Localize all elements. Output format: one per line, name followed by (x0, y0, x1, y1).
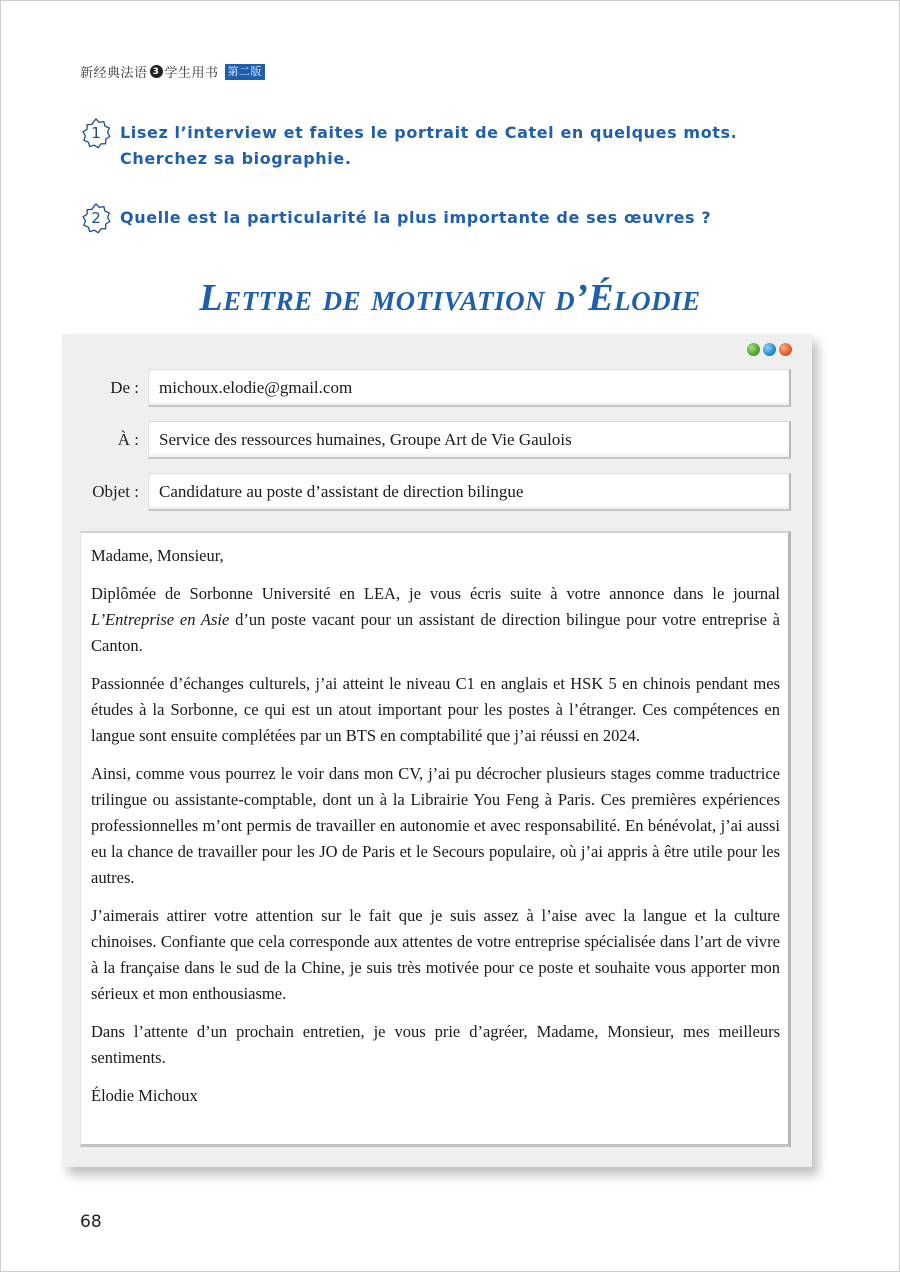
to-field: Service des ressources humaines, Groupe Art de Vie Gaulois (148, 421, 791, 459)
paragraph-1: Diplômée de Sorbonne Université en LEA, je vous écris suite à votre annonce dans le journal L’Entreprise en Asie d’un poste vacant pour un assistant de direction bilingue pour votre entreprise à Canton. (91, 584, 780, 655)
from-row (62, 369, 812, 407)
page-title: Lettre de motivation d’Élodie (199, 277, 701, 319)
greeting: Madame, Monsieur, (91, 546, 224, 565)
email-window (62, 334, 812, 1167)
to-label: À : (117, 430, 139, 449)
book-title: 新经典法语 (80, 66, 148, 81)
orange-dot-icon (779, 343, 792, 356)
question-text: Lisez l’interview et faites le portrait de Catel en quelques mots. Cherchez sa biographie. (120, 123, 738, 168)
subject-field: Candidature au poste d’assistant de direction bilingue (148, 473, 791, 511)
question-number-badge: 1 (80, 117, 112, 149)
subject-row (62, 473, 812, 511)
journal-name: L’Entreprise en Asie (91, 610, 230, 629)
blue-dot-icon (763, 343, 776, 356)
email-body (80, 531, 791, 1147)
question-2 (80, 205, 800, 234)
paragraph-3: Ainsi, comme vous pourrez le voir dans mon CV, j’ai pu décrocher plusieurs stages comme traductrice trilingue ou assistante-comptable, dont un à la Librairie You Feng à Paris. Ces premières expériences professionnelles m’ont permis de travailler en autonomie et avec responsabilité. En bénévolat, j’ai aussi eu la chance de travailler pour les JO de Paris et le Secours populaire, où j’ai appris à être utile pour les autres. (91, 764, 780, 887)
window-controls (747, 343, 792, 356)
page-number: 68 (80, 1212, 102, 1232)
book-subtitle: 学生用书 (164, 66, 219, 81)
volume-number-icon: 3 (150, 65, 163, 78)
edition-badge: 第二版 (225, 64, 266, 80)
green-dot-icon (747, 343, 760, 356)
paragraph-2: Passionnée d’échanges culturels, j’ai atteint le niveau C1 en anglais et HSK 5 en chinois pendant mes études à la Sorbonne, ce qui est un atout important pour les postes à l’étranger. Ces compétences en langue sont ensuite complétées par un BTS en comptabilité que j’ai réussi en 2024. (91, 674, 780, 745)
question-number-badge: 2 (80, 202, 112, 234)
from-field: michoux.elodie@gmail.com (148, 369, 791, 407)
from-label: De : (110, 378, 139, 397)
paragraph-5: Dans l’attente d’un prochain entretien, je vous prie d’agréer, Madame, Monsieur, mes meilleurs sentiments. (91, 1022, 780, 1067)
question-text: Quelle est la particularité la plus importante de ses œuvres ? (120, 208, 712, 227)
signature: Élodie Michoux (91, 1086, 198, 1105)
paragraph-4: J’aimerais attirer votre attention sur le fait que je suis assez à l’aise avec la langue et la culture chinoises. Confiante que cela corresponde aux attentes de votre entreprise spécialisée dans l’art de vivre à la française dans le sud de la Chine, je suis très motivée pour ce poste et souhaite vous apporter mon sérieux et mon enthousiasme. (91, 906, 780, 1003)
subject-label: Objet : (92, 482, 139, 501)
running-header (80, 62, 265, 81)
to-row (62, 421, 812, 459)
question-1 (80, 120, 800, 172)
